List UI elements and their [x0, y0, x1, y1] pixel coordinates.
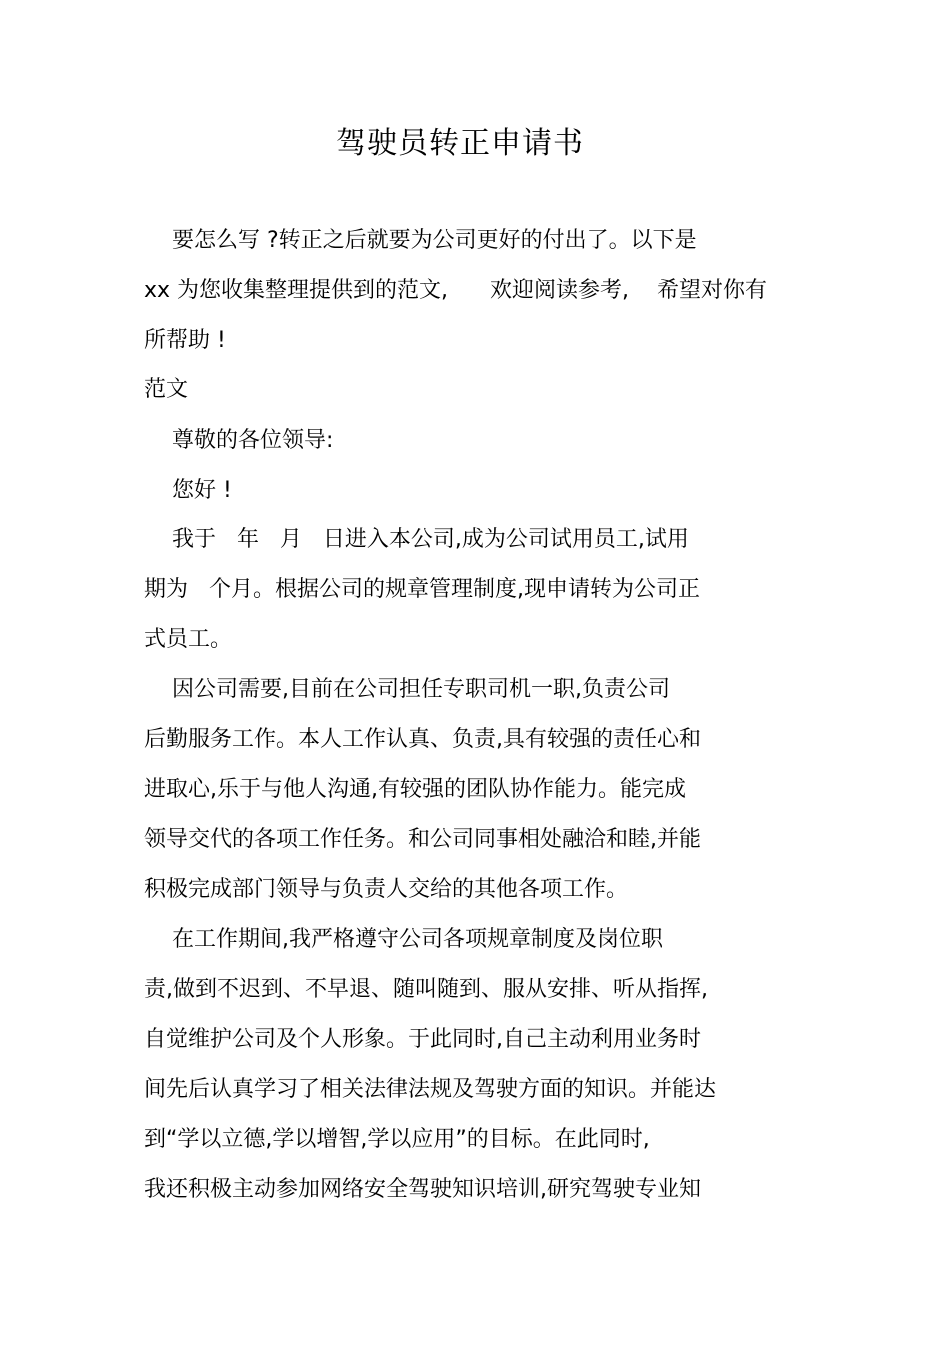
- greeting: 您好 !: [144, 478, 232, 503]
- body-line: 我于 年 月 日进入本公司,成为公司试用员工,试用: [144, 527, 689, 552]
- body-line: 领导交代的各项工作任务。和公司同事相处融洽和睦,并能: [144, 827, 701, 852]
- body-line: 要怎么写 ?转正之后就要为公司更好的付出了。以下是: [144, 228, 697, 253]
- body-line: 期为 个月。根据公司的规章管理制度,现申请转为公司正: [144, 577, 700, 602]
- body-line: 到“学以立德,学以增智,学以应用”的目标。在此同时,: [144, 1127, 650, 1152]
- body-line: 式员工。: [144, 627, 233, 652]
- body-line: 我还积极主动参加网络安全驾驶知识培训,研究驾驶专业知: [144, 1177, 701, 1202]
- body-line: 自觉维护公司及个人形象。于此同时,自己主动利用业务时: [144, 1027, 701, 1052]
- body-line: xx 为您收集整理提供到的范文, 欢迎阅读参考, 希望对你有: [144, 278, 767, 303]
- body-line: 因公司需要,目前在公司担任专职司机一职,负责公司: [144, 677, 670, 702]
- body-line: 进取心,乐于与他人沟通,有较强的团队协作能力。能完成: [144, 777, 686, 802]
- section-label: 范文: [144, 377, 189, 402]
- salutation: 尊敬的各位领导:: [144, 428, 334, 453]
- body-line: 积极完成部门领导与负责人交给的其他各项工作。: [144, 877, 629, 902]
- body-line: 责,做到不迟到、不早退、随叫随到、服从安排、听从指挥,: [144, 977, 708, 1002]
- document-title: 驾驶员转正申请书: [336, 126, 584, 161]
- body-line: 在工作期间,我严格遵守公司各项规章制度及岗位职: [144, 927, 663, 952]
- body-line: 间先后认真学习了相关法律法规及驾驶方面的知识。并能达: [144, 1077, 717, 1102]
- body-line: 所帮助 !: [144, 328, 226, 353]
- body-line: 后勤服务工作。本人工作认真、负责,具有较强的责任心和: [144, 727, 701, 752]
